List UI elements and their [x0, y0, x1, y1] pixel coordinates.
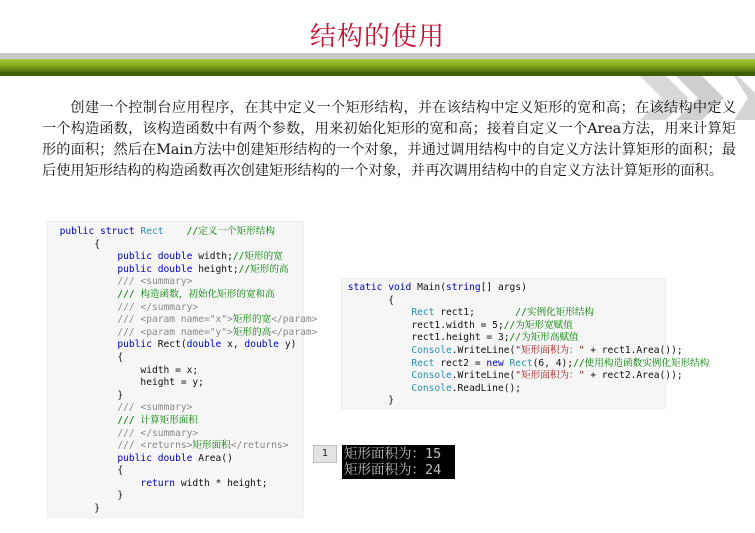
code-token: [] args): [480, 282, 527, 293]
code-token: rect2 =: [440, 357, 481, 369]
code-line: [48, 239, 303, 252]
code-token: //矩形的宽: [232, 251, 283, 263]
code-token: new: [486, 357, 504, 369]
code-line: [48, 352, 303, 365]
code-token: public double: [117, 263, 193, 275]
code-token: //为矩形高赋值: [509, 332, 579, 344]
code-token: {: [94, 238, 100, 250]
code-token: /// <summary>: [117, 276, 193, 288]
code-token: Rect(: [157, 339, 187, 351]
code-token: }: [94, 503, 100, 515]
code-token: .ReadLine();: [451, 382, 522, 394]
code-token: 矩形面积: [192, 440, 231, 452]
code-token: .WriteLine(: [451, 344, 516, 356]
code-line: [48, 302, 303, 315]
code-token: }: [117, 389, 124, 401]
console-line: 矩形面积为：24: [344, 462, 442, 478]
code-line: [48, 314, 318, 327]
code-token: Rect: [509, 357, 533, 369]
code-token: /// </summary>: [117, 427, 199, 439]
code-token: public double: [117, 251, 193, 263]
code-token: "矩形面积为：": [515, 370, 585, 382]
code-line: [342, 320, 665, 333]
code-token: double: [244, 339, 280, 351]
code-token: width * height;: [180, 477, 268, 489]
code-line: [48, 251, 303, 264]
console-output-window: [342, 445, 455, 479]
code-line: [342, 282, 665, 295]
code-line: [48, 428, 303, 441]
console-line: 矩形面积为：15: [344, 446, 442, 462]
code-token: {: [388, 294, 394, 306]
code-token: //为矩形宽赋值: [503, 319, 573, 331]
code-token: </param>: [271, 326, 318, 338]
code-line: [48, 289, 303, 302]
code-token: {: [117, 465, 124, 477]
code-token: y): [284, 339, 297, 351]
main-code-block: [341, 278, 710, 409]
code-token: Rect: [140, 226, 164, 237]
code-line: [48, 478, 303, 491]
code-line: [48, 402, 303, 415]
code-token: double: [186, 339, 222, 351]
code-token: </param>: [271, 314, 318, 326]
code-token: public struct: [59, 226, 135, 237]
code-token: Console: [411, 344, 452, 356]
code-token: Main(: [417, 282, 446, 293]
code-line: [48, 326, 318, 340]
code-line: [48, 377, 303, 390]
code-line: [342, 395, 665, 408]
code-token: rect1;: [440, 307, 475, 319]
code-token: }: [117, 490, 124, 502]
code-token: height;: [198, 263, 239, 275]
code-token: + rect2.Area());: [590, 370, 683, 382]
code-token: + rect1.Area());: [590, 344, 683, 356]
code-token: public double: [117, 452, 193, 464]
code-line: [48, 465, 303, 478]
code-line: [48, 440, 303, 453]
code-line: [48, 453, 303, 466]
code-line: [342, 383, 665, 396]
code-line: [48, 276, 303, 289]
code-line: [342, 295, 665, 308]
code-token: Rect: [411, 307, 435, 319]
code-token: string: [446, 282, 481, 293]
code-token: /// <returns>: [117, 440, 193, 452]
output-number-badge: 1: [313, 445, 337, 463]
code-line: [342, 344, 683, 358]
code-token: //矩形的高: [238, 263, 289, 275]
code-token: x,: [227, 339, 239, 351]
code-line: [48, 490, 303, 503]
code-token: </returns>: [230, 440, 289, 452]
code-token: rect1.height = 3;: [411, 332, 510, 344]
code-line: [48, 339, 303, 352]
code-token: Console: [411, 370, 452, 382]
code-token: /// 计算矩形面积: [117, 414, 198, 426]
page-title: 结构的使用: [309, 22, 445, 52]
code-line: [342, 370, 683, 383]
code-line: [342, 332, 665, 345]
code-token: /// 构造函数，初始化矩形的宽和高: [117, 288, 275, 300]
code-token: Console: [411, 382, 452, 394]
code-token: Area(): [198, 452, 233, 464]
code-token: Rect: [411, 357, 435, 369]
code-token: /// <param name="x">: [117, 314, 233, 326]
code-line: [48, 365, 303, 378]
code-line: [342, 307, 665, 320]
code-token: {: [117, 351, 124, 363]
code-token: public: [117, 339, 152, 351]
code-line: [342, 357, 710, 371]
code-token: .WriteLine(: [451, 370, 516, 382]
code-token: "矩形面积为：": [515, 344, 585, 356]
code-line: [48, 390, 303, 403]
code-token: height = y;: [140, 377, 204, 389]
code-token: width = x;: [140, 364, 199, 376]
code-token: 矩形的高: [232, 326, 272, 338]
header-band-green: [0, 59, 755, 72]
code-line: [48, 415, 303, 428]
code-token: /// <param name="y">: [117, 326, 233, 338]
code-token: rect1.width = 5;: [411, 319, 504, 331]
code-line: [48, 226, 303, 239]
code-token: width;: [198, 251, 233, 263]
code-line: [48, 503, 303, 516]
code-token: 矩形的宽: [232, 314, 272, 326]
code-line: [48, 264, 303, 277]
code-token: static void: [347, 282, 412, 293]
code-token: //使用构造函数实例化矩形结构: [573, 357, 710, 369]
code-token: (6, 4);: [532, 357, 574, 369]
struct-code-block: [47, 221, 318, 518]
code-token: return: [140, 477, 176, 489]
code-token: }: [388, 395, 394, 407]
code-token: //定义一个矩形结构: [186, 226, 275, 237]
description-paragraph: 创建一个控制台应用程序，在其中定义一个矩形结构，并在该结构中定义矩形的宽和高；在该结构中定义一个构造函数，该构造函数中有两个参数，用来初始化矩形的宽和高；接着自定义一个Area方法，用来计算矩形的面积；然后在Main方法中创建矩形结构的一个对象，并通过调用结构中的自定义方法计算矩形的面积；最后使用矩形结构的构造函数再次创建矩形结构的一个对象，并再次调用结构中的自定义方法计算矩形的面积。: [42, 100, 736, 179]
code-token: /// </summary>: [117, 301, 199, 313]
code-token: /// <summary>: [117, 402, 193, 414]
code-token: //实例化矩形结构: [515, 307, 595, 319]
